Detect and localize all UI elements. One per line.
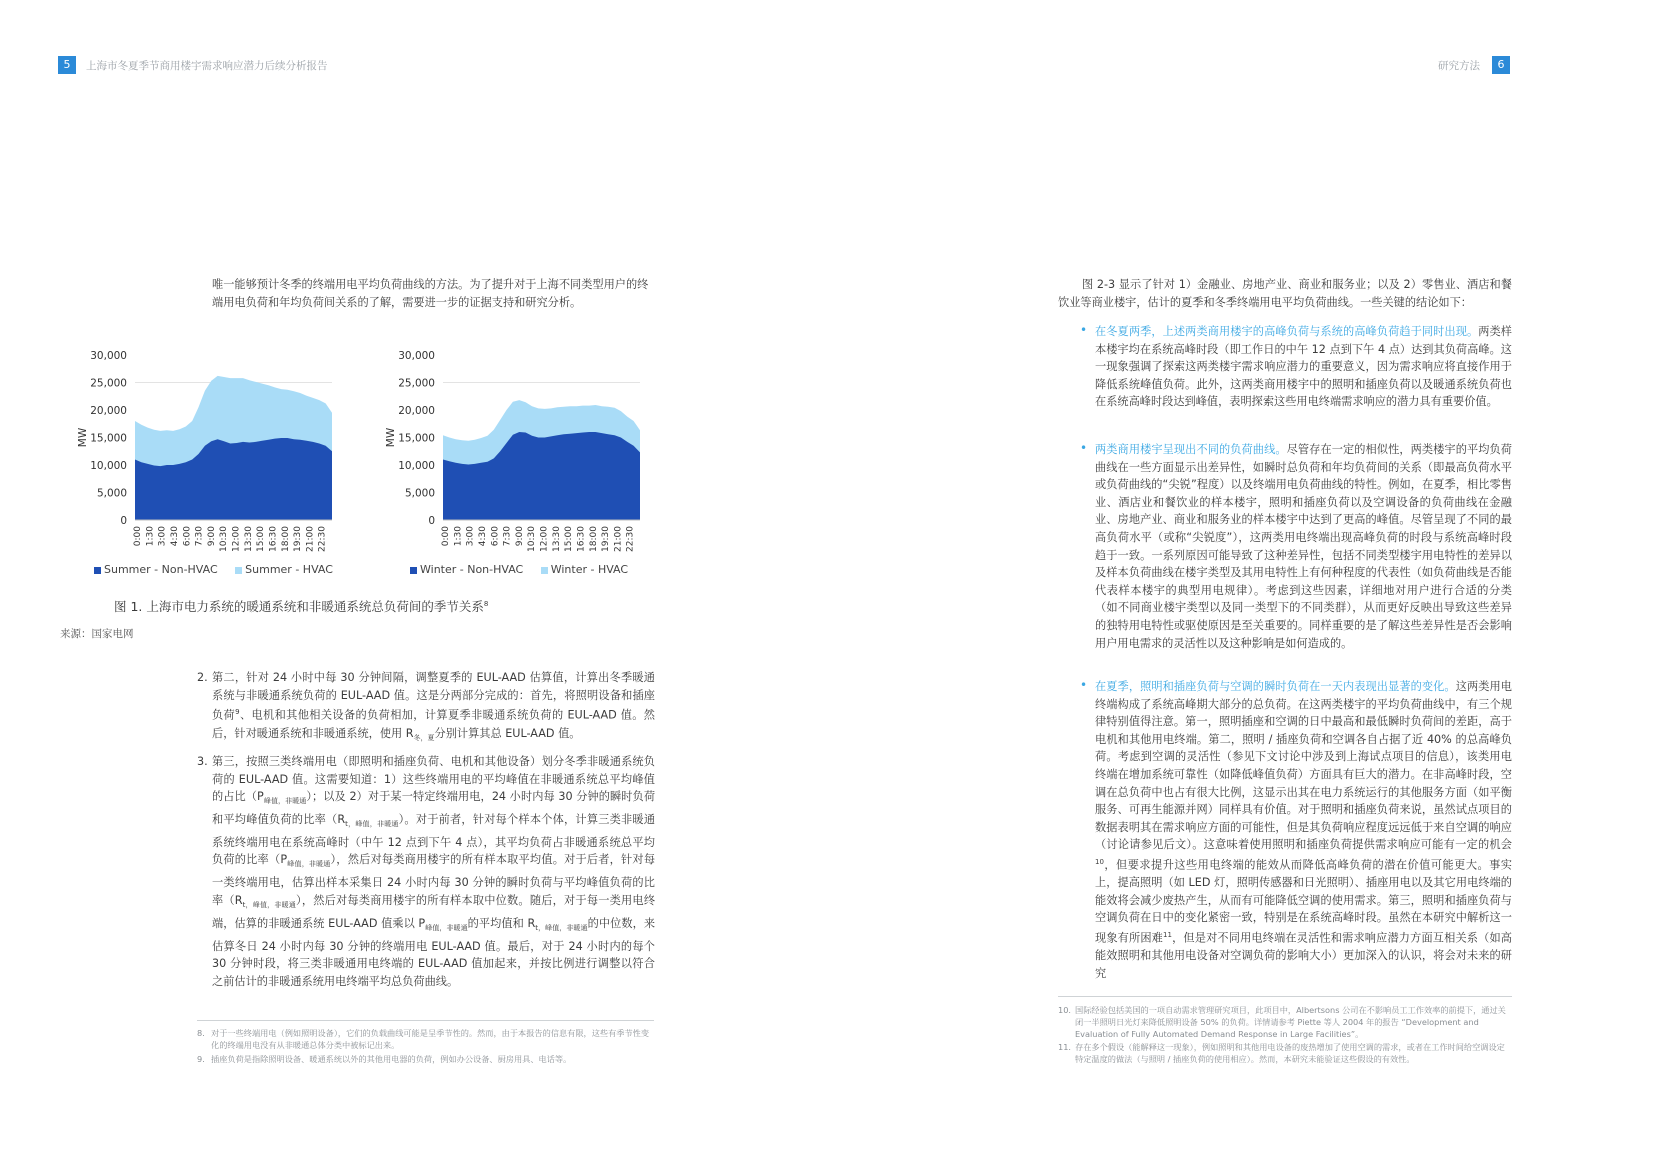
bullet-item-1: 在冬夏两季，上述两类商用楼宇的高峰负荷与系统的高峰负荷趋于同时出现。两类样本楼宇均在系统高峰时段（即工作日的中午 12 点到下午 4 点）达到其负荷高峰。这一现象强调了探索这两类楼宇需求响应潜力的重要意义，因为需求响应将直接作用于降低系统峰值负荷。此外，这两类商用楼宇中的照明和插座负荷以及暖通系统负荷也在系统高峰时段达到峰值，表明探索这些用电终端需求响应的潜力具有重要价值。 [1095,325,1512,409]
y-tick-label: 15,000 [398,432,435,445]
footnote-number-10: 10. [1058,1005,1072,1015]
page-number-right: 6 [1492,56,1510,74]
x-tick-label: 0:00 [133,526,143,547]
x-tick-label: 10:30 [219,526,230,552]
x-tick-label: 9:00 [206,526,217,547]
x-tick-label: 13:30 [551,526,562,552]
chart-winter [378,340,668,560]
x-tick-label: 7:30 [194,526,205,547]
footnote-number-11: 11. [1058,1042,1072,1052]
x-tick-label: 22:30 [625,526,636,552]
running-header-right: 研究方法 [1438,60,1480,72]
x-tick-label: 19:30 [601,526,612,552]
x-tick-label: 6:00 [490,526,501,547]
footnote-9: 插座负荷是指除照明设备、暖通系统以外的其他用电器的负荷，例如办公设备、厨房用具、电话等。 [211,1054,572,1064]
y-tick-label: 0 [428,515,435,527]
footnote-divider-left [197,1020,654,1021]
x-tick-label: 0:00 [441,526,451,547]
legend-summer [94,563,333,576]
list-item-2: 第二，针对 24 小时中每 30 分钟间隔，调整夏季的 EUL-AAD 估算值，计算出冬季暖通系统与非暖通系统负荷的 EUL-AAD 值。这是分两部分完成的：首先，将照明设备和插座负荷$^9$、电机和其他相关设备的负荷相加，计算夏季非暖通系统负荷的 EUL-AAD 值。然后，针对暖通系统和非暖通系统，使用 $R_{冬,夏}$分别计算其总 EUL-AAD 值。 [212,671,655,742]
y-tick-label: 20,000 [90,405,127,417]
x-tick-label: 6:00 [182,526,193,547]
y-tick-label: 30,000 [398,350,435,362]
y-tick-label: 5,000 [404,487,435,500]
list-number-3: 3. [197,755,208,768]
bullet-item-2: 两类商用楼宇呈现出不同的负荷曲线。尽管存在一定的相似性，两类楼宇的平均负荷曲线在一些方面显示出差异性，如瞬时总负荷和年均负荷间的关系（即最高负荷水平或负荷曲线的“尖锐”程度）以及终端用电负荷曲线的特性。例如，在夏季，相比零售业、酒店业和餐饮业的样本楼宇，照明和插座负荷以及空调设备的负荷曲线在金融业、房地产业、商业和服务业的样本楼宇中达到了更高的峰值。尽管呈现了不同的最高负荷水平（或称“尖锐度”），这两类用电终端出现高峰负荷的时段与系统高峰时段趋于一致。一系列原因可能导致了这种差异性，包括不同类型楼宇用电特性的差异以及样本负荷曲线在楼宇类型及其用电特性上有何种程度的代表性（如负荷曲线是否能代表样本楼宇的典型用电规律）。考虑到这些因素，详细地对用户进行合适的分类（如不同商业楼宇类型以及同一类型下的不同类群），从而更好反映出导致这些差异的独特用电特性或驱使原因是至关重要的。同样重要的是了解这些差异性是否会影响用户用电需求的灵活性以及这种影响是如何造成的。 [1095,443,1512,650]
x-tick-label: 21:00 [613,526,624,552]
legend-item-summer-nonhvac: Summer - Non-HVAC [94,563,218,576]
left-intro-paragraph: 唯一能够预计冬季的终端用电平均负荷曲线的方法。为了提升对于上海不同类型用户的终端用电负荷和年均负荷间关系的了解，需要进一步的证据支持和研究分析。 [212,278,649,309]
x-tick-label: 15:00 [256,526,267,552]
y-tick-label: 30,000 [90,350,127,362]
y-tick-label: 25,000 [90,377,127,390]
x-tick-label: 13:30 [243,526,254,552]
x-tick-label: 3:00 [157,526,168,547]
x-tick-label: 7:30 [502,526,513,547]
figure-caption: 图 1. 上海市电力系统的暖通系统和非暖通系统总负荷间的季节关系$^8$ [114,599,489,614]
bullet-icon: • [1080,441,1088,455]
footnote-number-9: 9. [197,1054,205,1064]
x-tick-label: 3:00 [465,526,476,547]
figure-source: 来源：国家电网 [60,628,134,640]
x-tick-label: 19:30 [293,526,304,552]
legend-item-summer-hvac: Summer - HVAC [235,563,333,576]
footnote-10: 国际经验包括美国的一项自动需求管理研究项目，此项目中，Albertsons 公司在不影响员工工作效率的前提下，通过关闭一半照明日光灯来降低照明设备 50% 的负荷。详情请参考 Piette 等人 2004 年的报告 “Development and Evaluation of Fully Automated Demand Response in Large Facilities”。 [1075,1005,1506,1039]
x-tick-label: 18:00 [588,526,599,552]
list-number-2: 2. [197,671,208,684]
x-tick-label: 12:00 [231,526,242,552]
x-tick-label: 16:30 [576,526,587,552]
right-intro-paragraph: 图 2-3 显示了针对 1）金融业、房地产业、商业和服务业；以及 2）零售业、酒店和餐饮业等商业楼宇，估计的夏季和冬季终端用电平均负荷曲线。一些关键的结论如下： [1058,278,1512,309]
y-tick-label: 15,000 [90,432,127,445]
y-tick-label: 10,000 [90,460,127,472]
x-tick-label: 16:30 [268,526,279,552]
x-tick-label: 10:30 [527,526,538,552]
page-number-left: 5 [58,56,76,74]
bullet-item-3: 在夏季，照明和插座负荷与空调的瞬时负荷在一天内表现出显著的变化。这两类用电终端构成了系统高峰期大部分的总负荷。在这两类楼宇的平均负荷曲线中，有三个规律特别值得注意。第一，照明插座和空调的日中最高和最低瞬时负荷间的差距，高于电机和其他用电终端。第二，照明 / 插座负荷和空调各自占据了近 40% 的总高峰负荷。考虑到空调的灵活性（参见下文讨论中涉及到上海试点项目的信息），该类用电终端在增加系统可靠性（如降低峰值负荷）方面具有巨大的潜力。在非高峰时段，空调在总负荷中也占有很大比例，这显示出其在电力系统运行的其他服务方面（如平衡服务、可再生能源并网）同样具有价值。对于照明和插座负荷来说，虽然试点项目的数据表明其在需求响应方面的可能性，但是其负荷响应程度远远低于来自空调的响应（讨论请参见后文）。这意味着使用照明和插座负荷提供需求响应可能有一定的机会$^{10}$，但要求提升这些用电终端的能效从而降低高峰负荷的潜在价值可能更大。事实上，提高照明（如 LED 灯，照明传感器和日光照明）、插座用电以及其它用电终端的能效将会减少废热产生，从而有可能降低空调的使用需求。第三，照明和插座负荷与空调负荷在日中的变化紧密一致，特别是在系统高峰时段。虽然在本研究中解析这一现象有所困难$^{11}$，但是对不同用电终端在灵活性和需求响应潜力方面互相关系（如高能效照明和其他用电设备对空调负荷的影响大小）更加深入的认识，将会对未来的研究 [1095,680,1512,980]
x-tick-label: 21:00 [305,526,316,552]
legend-item-winter-nonhvac: Winter - Non-HVAC [410,563,523,576]
bullet-icon: • [1080,323,1088,337]
x-tick-label: 12:00 [539,526,550,552]
footnote-11: 存在多个假设（能解释这一现象），例如照明和其他用电设备的废热增加了使用空调的需求，或者在工作时间给空调设定特定温度的做法（与照明 / 插座负荷的使用相应）。然而，本研究未能验证这些假设的有效性。 [1075,1042,1505,1064]
y-axis-label: MW [77,427,89,448]
x-tick-label: 1:30 [145,526,156,547]
bullet-icon: • [1080,678,1088,692]
y-tick-label: 10,000 [398,460,435,472]
x-tick-label: 18:00 [280,526,291,552]
running-header-left: 上海市冬夏季节商用楼宇需求响应潜力后续分析报告 [86,60,328,72]
legend-winter [410,563,628,576]
footnote-number-8: 8. [197,1028,205,1038]
x-tick-label: 22:30 [317,526,328,552]
x-tick-label: 4:30 [169,526,180,547]
x-tick-label: 9:00 [514,526,525,547]
x-tick-label: 1:30 [453,526,464,547]
x-tick-label: 15:00 [564,526,575,552]
x-tick-label: 4:30 [477,526,488,547]
list-item-3: 第三，按照三类终端用电（即照明和插座负荷、电机和其他设备）划分冬季非暖通系统负荷的 EUL-AAD 值。这需要知道：1）这些终端用电的平均峰值在非暖通系统总平均峰值的占比$(P_{峰值,非暖通})$；以及 2）对于某一特定终端用电，24 小时内每 30 分钟的瞬时负荷和平均峰值负荷的比率$(R_{t,峰值,非暖通})$。对于前者，针对每个样本个体，计算三类非暖通系统终端用电在系统高峰时（中午 12 点到下午 4 点），其平均负荷占非暖通系统总平均负荷的比率$(P_{峰值,非暖通})$，然后对每类商用楼宇的所有样本取平均值。对于后者，针对每一类终端用电，估算出样本采集日 24 小时内每 30 分钟的瞬时负荷与平均峰值负荷的比率$(R_{t,峰值,非暖通})$，然后对每类商用楼宇的所有样本取中位数。随后，对于每一类用电终端，估算的非暖通系统 EUL-AAD 值乘以 $P_{峰值,非暖通}$的平均值和 $R_{t,峰值,非暖通}$的中位数，来估算冬日 24 小时内每 30 分钟的终端用电 EUL-AAD 值。最后，对于 24 小时内的每个 30 分钟时段，将三类非暖通用电终端的 EUL-AAD 值加起来，并按比例进行调整以符合之前估计的非暖通系统用电终端平均总负荷曲线。 [212,755,656,988]
y-tick-label: 25,000 [398,377,435,390]
y-tick-label: 5,000 [96,487,127,500]
legend-item-winter-hvac: Winter - HVAC [541,563,628,576]
footnote-8: 对于一些终端用电（例如照明设备），它们的负载曲线可能是呈季节性的。然而，由于本报告的信息有限，这些有季节性变化的终端用电没有从非暖通总体分类中被标记出来。 [211,1028,650,1050]
y-tick-label: 0 [120,515,127,527]
y-tick-label: 20,000 [398,405,435,417]
y-axis-label: MW [385,427,397,448]
chart-summer [70,340,360,560]
footnote-divider-right [1058,996,1512,997]
